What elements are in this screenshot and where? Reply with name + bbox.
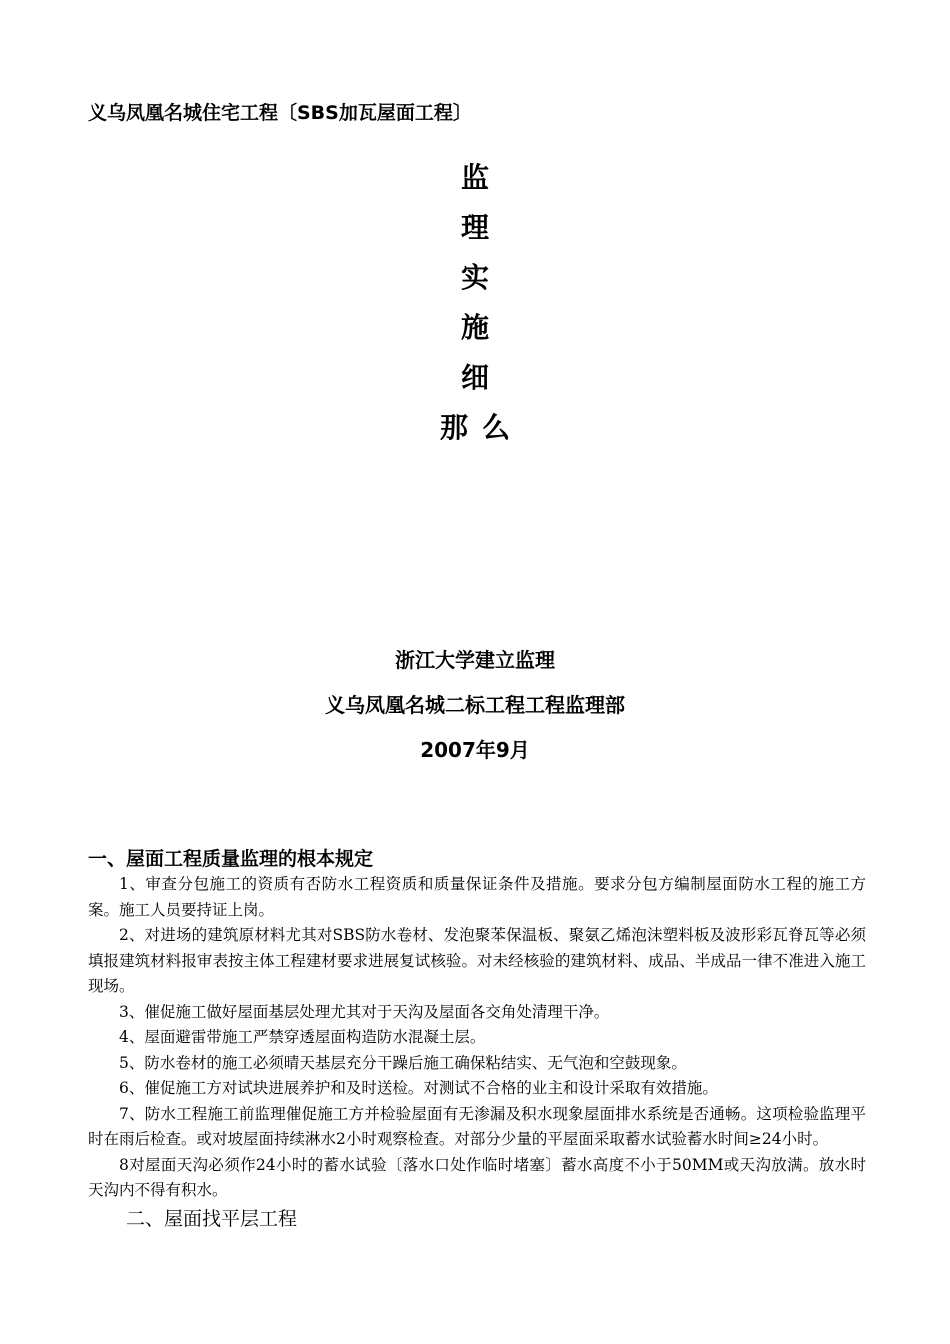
organization-block	[0, 643, 950, 778]
paragraph: 7、防水工程施工前监理催促施工方并检验屋面有无渗漏及积水现象屋面排水系统是否通畅。这项检验监理平时在雨后检查。或对坡屋面持续淋水2小时观察检查。对部分少量的平屋面采取蓄水试验蓄水时间≥24小时。	[88, 1104, 866, 1148]
section-heading: 一、屋面工程质量监理的根本规定	[88, 848, 374, 870]
paragraph: 6、催促施工方对试块进展养护和及时送检。对测试不合格的业主和设计采取有效措施。	[119, 1079, 718, 1097]
paragraph: 2、对进场的建筑原材料尤其对SBS防水卷材、发泡聚苯保温板、聚氨乙烯泡沫塑料板及波形彩瓦脊瓦等必须填报建筑材料报审表按主体工程建材要求进展复试核验。对未经核验的建筑材料、成品、半成品一律不准进入施工现场。	[88, 926, 866, 995]
title-char: 细	[460, 361, 489, 394]
paragraph: 4、屋面避雷带施工严禁穿透屋面构造防水混凝土层。	[119, 1028, 486, 1046]
section-heading: 二、屋面找平层工程	[126, 1207, 298, 1230]
department-name: 义乌凤凰名城二标工程工程监理部	[325, 693, 625, 717]
paragraph: 5、防水卷材的施工必须晴天基层充分干躁后施工确保粘结实、无气泡和空鼓现象。	[119, 1053, 687, 1072]
title-char: 理	[460, 211, 489, 244]
paragraph: 8对屋面天沟必须作24小时的蓄水试验〔落水口处作临时堵塞〕蓄水高度不小于50MM或天沟放满。放水时天沟内不得有积水。	[88, 1155, 866, 1199]
document-title	[0, 158, 950, 458]
document-date: 2007年9月	[420, 738, 530, 762]
title-char: 那么	[439, 411, 524, 444]
title-char: 监	[460, 161, 489, 194]
title-char: 实	[460, 261, 489, 294]
document-header: 义乌凤凰名城住宅工程〔SBS加瓦屋面工程〕	[88, 102, 472, 124]
paragraph: 1、审查分包施工的资质有否防水工程资质和质量保证条件及措施。要求分包方编制屋面防水工程的施工方案。施工人员要持证上岗。	[88, 875, 866, 919]
paragraph: 3、催促施工做好屋面基层处理尤其对于天沟及屋面各交角处清理干净。	[119, 1002, 610, 1021]
title-char: 施	[460, 311, 489, 344]
company-name: 浙江大学建立监理	[395, 648, 555, 672]
document-body	[88, 846, 866, 1234]
